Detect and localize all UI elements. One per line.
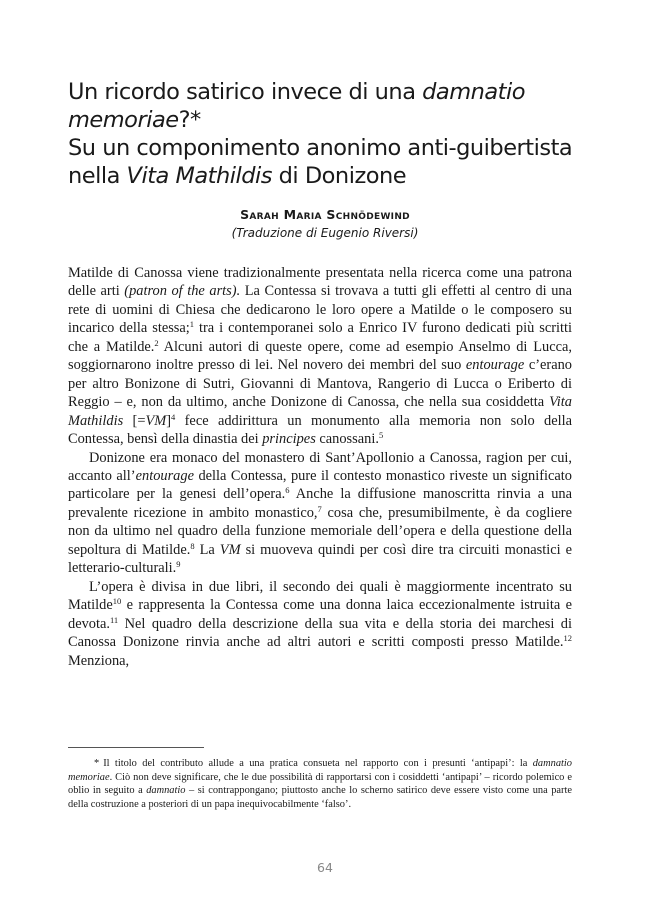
footnote-ref[interactable]: 6 bbox=[285, 485, 290, 496]
text-run: cosa che, presumibilmente, è da cogliere non da ultimo nel quadro della funzione memoriale dell’opera e della questione della sepoltura di Matilde. bbox=[68, 504, 572, 558]
text-run: della Contessa, pure il contesto monastico riveste un significato particolare per la genesi dell’opera. bbox=[68, 467, 573, 503]
footnote-ref[interactable]: 8 bbox=[190, 540, 195, 551]
italic-run: Vita Mathildis bbox=[68, 394, 572, 429]
title-italic-text: damnatio bbox=[422, 79, 526, 105]
title-line-2 bbox=[68, 106, 608, 134]
text-run: fece addirittura un monumento alla memoria non solo della Contessa, bensì della dinastia dei bbox=[68, 412, 572, 448]
body-text bbox=[68, 264, 572, 670]
footnote-ref[interactable]: 10 bbox=[112, 596, 122, 607]
title-text: ?* bbox=[178, 107, 201, 133]
page-number: 64 bbox=[317, 860, 333, 875]
text-run: si muoveva quindi per così dire tra circuiti monastici e letterario-culturali. bbox=[68, 541, 572, 577]
footnote-ref[interactable]: 11 bbox=[109, 614, 119, 625]
footnote-ref[interactable]: 2 bbox=[154, 337, 159, 348]
italic-run: VM bbox=[145, 412, 167, 429]
italic-run: damnatio memoriae bbox=[68, 758, 572, 783]
footnote-divider bbox=[68, 747, 204, 748]
text-run: tra i contemporanei solo a Enrico IV furono dedicati più scritti che a Matilde. bbox=[68, 320, 572, 355]
text-run: L’opera è divisa in due libri, il secondo dei quali è maggiormente incentrato su Matilde bbox=[68, 578, 572, 614]
text-run: canossani. bbox=[315, 431, 379, 448]
title-text: Un ricordo satirico invece di una bbox=[68, 79, 423, 105]
text-run: Nel quadro della descrizione della sua vita e della storia dei marchesi di Canossa Donizone rinvia anche ad altri autori e scritti composti presso Matilde. bbox=[68, 615, 572, 651]
author-name: Sarah Maria Schnödewind bbox=[240, 207, 410, 222]
subtitle-text: di Donizone bbox=[272, 163, 407, 189]
subtitle-line-1: Su un componimento anonimo anti-guibertista bbox=[68, 135, 573, 161]
text-run: La bbox=[194, 541, 220, 558]
footnote bbox=[68, 757, 572, 811]
text-run: Matilde di Canossa viene tradizionalmente presentata nella ricerca come una patrona delle arti bbox=[68, 265, 572, 300]
text-run: [= bbox=[123, 412, 146, 429]
text-run: c’erano per altro Bonizone di Sutri, Giovanni di Mantova, Rangerio di Lucca o Eriberto di Reggio – e, non da ultimo, anche Donizone di Canossa, che nella sua cosiddetta bbox=[68, 357, 572, 411]
italic-run: (patron of the arts). bbox=[124, 283, 241, 300]
text-run: – si contrappongano; piuttosto anche lo scherno satirico deve essere visto come una parte della costruzione a posteriori di un papa inequivocabilmente ‘falso’. bbox=[68, 785, 572, 810]
footnote-ref[interactable]: 4 bbox=[171, 411, 176, 422]
text-run: e rappresenta la Contessa come una donna laica eccezionalmente istruita e devota. bbox=[68, 597, 572, 632]
translator-note: (Traduzione di Eugenio Riversi) bbox=[231, 226, 419, 240]
subtitle-text: nella bbox=[68, 163, 127, 189]
title-italic-text: memoriae bbox=[68, 107, 179, 133]
subtitle-line-2 bbox=[68, 162, 608, 190]
text-run: Alcuni autori di queste opere, come ad esempio Anselmo di Lucca, soggiornarono inoltre presso di lei. Nel novero dei membri del suo bbox=[68, 338, 572, 374]
text-run: ] bbox=[166, 412, 172, 429]
italic-run: entourage bbox=[465, 357, 525, 374]
author-block bbox=[0, 207, 650, 241]
italic-run: damnatio bbox=[146, 785, 186, 797]
chapter-title bbox=[68, 78, 608, 190]
text-run: Donizone era monaco del monastero di Sant’Apollonio a Canossa, ragion per cui, accanto all’ bbox=[68, 449, 572, 484]
text-run: Menziona, bbox=[68, 652, 130, 669]
italic-run: principes bbox=[262, 431, 316, 448]
text-run: Anche la diffusione manoscritta rinvia a una prevalente ricezione in ambito monastico, bbox=[68, 486, 572, 521]
subtitle-italic-text: Vita Mathildis bbox=[126, 163, 272, 189]
paragraph-2 bbox=[68, 449, 572, 578]
paragraph-3 bbox=[68, 578, 572, 670]
footnote-ref[interactable]: 5 bbox=[378, 430, 384, 441]
footnote-ref[interactable]: 7 bbox=[317, 503, 322, 514]
italic-run: entourage bbox=[135, 467, 194, 484]
text-run: . Ciò non deve significare, che le due possibilità di rapportarsi con i cosiddetti ‘antipapi’ – ricordo polemico e oblio in seguito a bbox=[68, 771, 572, 797]
paragraph-1 bbox=[68, 264, 572, 449]
footnote-ref[interactable]: 12 bbox=[563, 633, 572, 644]
footnote-mark: * bbox=[94, 758, 100, 769]
footnote-ref[interactable]: 1 bbox=[189, 319, 195, 330]
footnote-ref[interactable]: 9 bbox=[176, 559, 181, 570]
text-run: Il titolo del contributo allude a una pratica consueta nel rapporto con i presunti ‘antipapi’: la bbox=[103, 758, 533, 769]
title-line-1 bbox=[68, 78, 608, 106]
text-run: La Contessa si trovava a tutti gli effetti al centro di una rete di uomini di Chiesa che dedicarono le loro opere a Matilde o le composero su incarico della stessa; bbox=[68, 283, 572, 337]
italic-run: VM bbox=[219, 541, 241, 558]
